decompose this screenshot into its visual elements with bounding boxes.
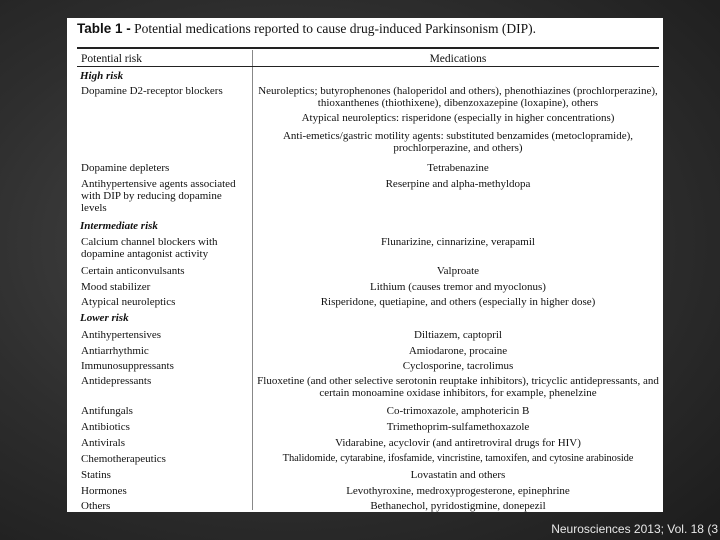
medication-cell: Neuroleptics; butyrophenones (haloperidol and others), phenothiazines (prochlorperazine), thioxanthenes (thiothixene), dibenzoxazepine (loxapine), others [258, 85, 658, 109]
medication-cell: Diltiazem, captopril [414, 329, 502, 341]
medication-cell: Thalidomide, cytarabine, ifosfamide, vincristine, tamoxifen, and cytosine arabinoside [282, 453, 634, 464]
section-high-risk: High risk [80, 70, 124, 82]
risk-cell: Atypical neuroleptics [81, 296, 176, 308]
risk-cell: Certain anticonvulsants [81, 265, 185, 277]
column-divider [252, 50, 253, 510]
medication-cell: Anti-emetics/gastric motility agents: substituted benzamides (metoclopramide), prochlorperazine, and others) [282, 130, 634, 154]
medication-cell: Lithium (causes tremor and myoclonus) [370, 281, 546, 293]
medication-cell: Levothyroxine, medroxyprogesterone, epinephrine [346, 485, 570, 497]
medication-cell: Tetrabenazine [427, 162, 489, 174]
medication-cell: Valproate [436, 265, 480, 277]
medication-cell: Reserpine and alpha-methyldopa [385, 178, 531, 190]
risk-cell: Antibiotics [81, 421, 130, 433]
medication-cell: Lovastatin and others [410, 469, 506, 481]
table-caption: Potential medications reported to cause drug-induced Parkinsonism (DIP). [134, 21, 537, 36]
section-lower-risk: Lower risk [80, 312, 129, 324]
top-rule [77, 47, 659, 49]
medication-cell: Bethanechol, pyridostigmine, donepezil [370, 500, 546, 512]
risk-cell: Mood stabilizer [81, 281, 151, 293]
medication-cell: Vidarabine, acyclovir (and antiretroviral drugs for HIV) [335, 437, 581, 449]
header-medications: Medications [429, 53, 487, 65]
risk-cell: Hormones [81, 485, 127, 497]
risk-cell: Dopamine depleters [81, 162, 170, 174]
risk-cell: Chemotherapeutics [81, 453, 166, 465]
risk-cell: Dopamine D2-receptor blockers [81, 85, 223, 97]
risk-cell: Calcium channel blockers with dopamine antagonist activity [81, 236, 218, 260]
table-label: Table 1 - [77, 21, 131, 36]
risk-cell: Antivirals [81, 437, 125, 449]
medication-cell: Cyclosporine, tacrolimus [402, 360, 514, 372]
risk-cell: Antiarrhythmic [81, 345, 149, 357]
risk-cell: Immunosuppressants [81, 360, 174, 372]
risk-cell: Others [81, 500, 111, 512]
risk-cell: Antifungals [81, 405, 133, 417]
medication-cell: Risperidone, quetiapine, and others (especially in higher dose) [320, 296, 596, 308]
medication-cell: Trimethoprim-sulfamethoxazole [386, 421, 530, 433]
header-potential-risk: Potential risk [81, 53, 143, 65]
medication-cell: Amiodarone, procaine [408, 345, 508, 357]
medication-cell: Flunarizine, cinnarizine, verapamil [381, 236, 535, 248]
table-title [77, 21, 536, 37]
risk-cell: Antidepressants [81, 375, 152, 387]
section-intermediate-risk: Intermediate risk [80, 220, 158, 232]
header-rule [77, 66, 659, 67]
risk-cell: Statins [81, 469, 111, 481]
risk-cell: Antihypertensive agents associated with DIP by reducing dopamine levels [81, 178, 236, 214]
citation-footer: Neurosciences 2013; Vol. 18 (3 [551, 522, 718, 536]
medication-cell: Fluoxetine (and other selective serotonin reuptake inhibitors), tricyclic antidepressants, and certain monoamine oxidase inhibitors, for example, phenelzine [257, 375, 659, 399]
table-document [67, 18, 663, 512]
risk-cell: Antihypertensives [81, 329, 162, 341]
medication-cell: Co-trimoxazole, amphotericin B [386, 405, 530, 417]
medication-cell: Atypical neuroleptics: risperidone (especially in higher concentrations) [301, 112, 615, 124]
